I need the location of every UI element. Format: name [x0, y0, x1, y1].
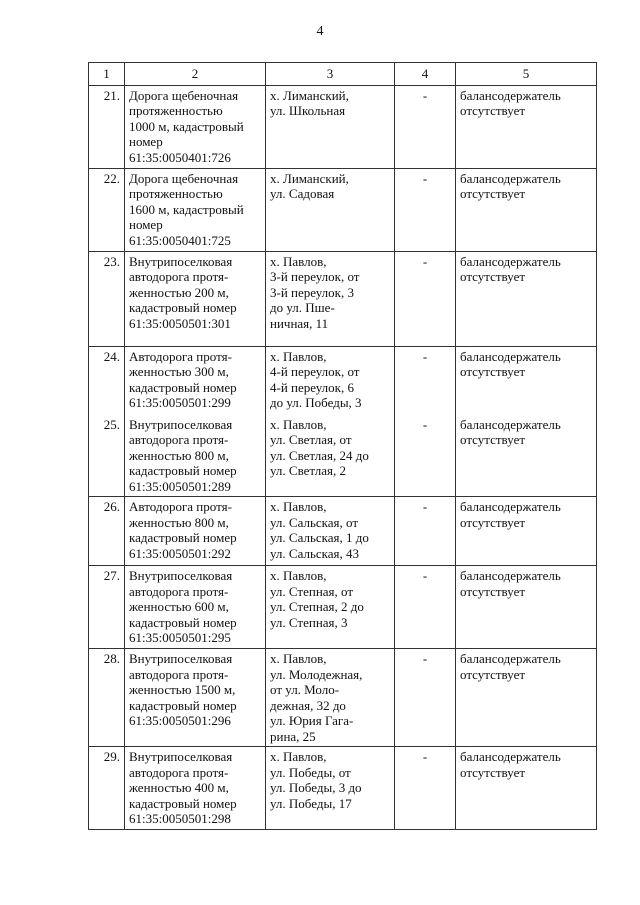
- object-cost: -: [395, 415, 456, 497]
- road-registry-table: [88, 62, 597, 830]
- row-number: 25.: [89, 415, 125, 497]
- row-number: 21.: [89, 85, 125, 168]
- object-cost: -: [395, 346, 456, 415]
- table-row: [89, 415, 597, 497]
- row-number: 23.: [89, 251, 125, 346]
- balance-holder: балансодержатель отсутствует: [456, 85, 597, 168]
- object-address: х. Павлов, 3-й переулок, от 3-й переулок, 3 до ул. Пше- ничная, 11: [266, 251, 395, 346]
- column-header-5: 5: [456, 63, 597, 86]
- row-number: 28.: [89, 649, 125, 747]
- object-name: Внутрипоселковая автодорога протя- женностью 200 м, кадастровый номер 61:35:0050501:301: [125, 251, 266, 346]
- balance-holder: балансодержатель отсутствует: [456, 747, 597, 830]
- column-header-1: 1: [89, 63, 125, 86]
- object-name: Автодорога протя- женностью 800 м, кадастровый номер 61:35:0050501:292: [125, 497, 266, 566]
- column-header-3: 3: [266, 63, 395, 86]
- object-cost: -: [395, 497, 456, 566]
- object-name: Дорога щебеночная протяженностью 1600 м, кадастровый номер 61:35:0050401:725: [125, 168, 266, 251]
- object-cost: -: [395, 566, 456, 649]
- balance-holder: балансодержатель отсутствует: [456, 566, 597, 649]
- object-cost: -: [395, 747, 456, 830]
- object-name: Внутрипоселковая автодорога протя- женностью 1500 м, кадастровый номер 61:35:0050501:296: [125, 649, 266, 747]
- object-address: х. Павлов, 4-й переулок, от 4-й переулок, 6 до ул. Победы, 3: [266, 346, 395, 415]
- row-number: 27.: [89, 566, 125, 649]
- object-name: Внутрипоселковая автодорога протя- женностью 600 м, кадастровый номер 61:35:0050501:295: [125, 566, 266, 649]
- column-header-2: 2: [125, 63, 266, 86]
- table-row: [89, 649, 597, 747]
- object-name: Внутрипоселковая автодорога протя- женностью 800 м, кадастровый номер 61:35:0050501:289: [125, 415, 266, 497]
- object-address: х. Лиманский, ул. Школьная: [266, 85, 395, 168]
- object-cost: -: [395, 168, 456, 251]
- balance-holder: балансодержатель отсутствует: [456, 497, 597, 566]
- object-address: х. Павлов, ул. Победы, от ул. Победы, 3 до ул. Победы, 17: [266, 747, 395, 830]
- table-row: [89, 85, 597, 168]
- row-number: 24.: [89, 346, 125, 415]
- table-row: [89, 747, 597, 830]
- column-header-4: 4: [395, 63, 456, 86]
- object-cost: -: [395, 649, 456, 747]
- object-cost: -: [395, 251, 456, 346]
- object-address: х. Павлов, ул. Сальская, от ул. Сальская, 1 до ул. Сальская, 43: [266, 497, 395, 566]
- object-name: Внутрипоселковая автодорога протя- женностью 400 м, кадастровый номер 61:35:0050501:298: [125, 747, 266, 830]
- row-number: 29.: [89, 747, 125, 830]
- table-row: [89, 497, 597, 566]
- page-number: 4: [316, 24, 324, 39]
- row-number: 26.: [89, 497, 125, 566]
- object-address: х. Павлов, ул. Степная, от ул. Степная, 2 до ул. Степная, 3: [266, 566, 395, 649]
- object-address: х. Лиманский, ул. Садовая: [266, 168, 395, 251]
- row-number: 22.: [89, 168, 125, 251]
- table-row: [89, 251, 597, 346]
- balance-holder: балансодержатель отсутствует: [456, 649, 597, 747]
- balance-holder: балансодержатель отсутствует: [456, 415, 597, 497]
- object-address: х. Павлов, ул. Светлая, от ул. Светлая, 24 до ул. Светлая, 2: [266, 415, 395, 497]
- table-row: [89, 346, 597, 415]
- balance-holder: балансодержатель отсутствует: [456, 346, 597, 415]
- balance-holder: балансодержатель отсутствует: [456, 251, 597, 346]
- table-body: [89, 85, 597, 830]
- object-address: х. Павлов, ул. Молодежная, от ул. Моло- дежная, 32 до ул. Юрия Гага- рина, 25: [266, 649, 395, 747]
- table-row: [89, 566, 597, 649]
- balance-holder: балансодержатель отсутствует: [456, 168, 597, 251]
- object-name: Автодорога протя- женностью 300 м, кадастровый номер 61:35:0050501:299: [125, 346, 266, 415]
- object-cost: -: [395, 85, 456, 168]
- table-row: [89, 168, 597, 251]
- object-name: Дорога щебеночная протяженностью 1000 м, кадастровый номер 61:35:0050401:726: [125, 85, 266, 168]
- table-header-row: [89, 63, 597, 86]
